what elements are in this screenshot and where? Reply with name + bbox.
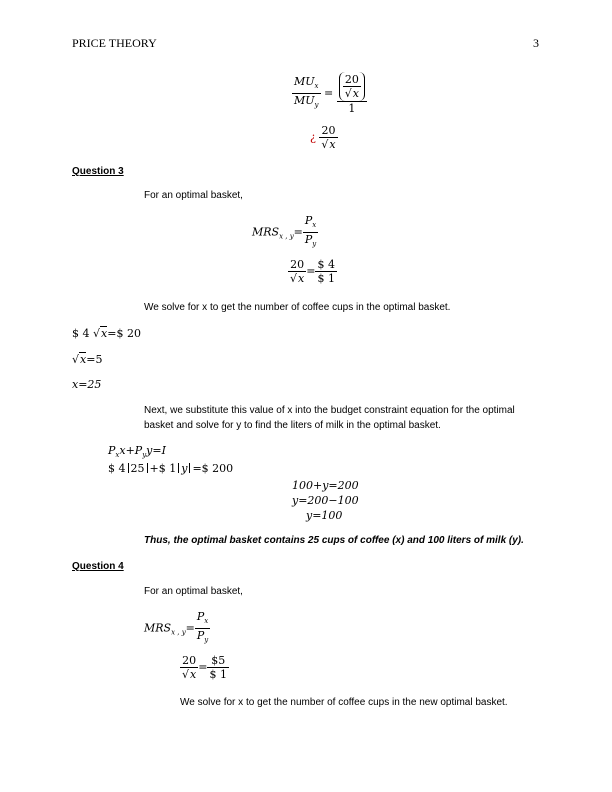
- q3-line-c: y=100: [306, 509, 343, 522]
- q3-mrs-equation: $MRS_{x , y}=$ $\frac{P_x}{P_y}$: [252, 214, 318, 251]
- running-header: PRICE THEORY: [72, 36, 157, 50]
- parenthesized-fraction: $\frac{\frac{20}{√x}}{1}$: [337, 72, 367, 115]
- question-4-heading: Question 4: [72, 561, 124, 572]
- q3-conclusion: Thus, the optimal basket contains 25 cups of coffee (x) and 100 liters of milk (y).: [144, 535, 524, 546]
- q4-intro: For an optimal basket,: [144, 586, 243, 597]
- q3-step-2: √x=5: [72, 353, 103, 366]
- q3-budget-substituted: $ 4 25 +$ 1 y =$ 200: [108, 462, 234, 475]
- q3-substitute-text-1: Next, we substitute this value of x into the budget constraint equation for the optimal: [144, 405, 515, 416]
- mu-ratio-equation: $\frac{MU_x}{MU_y}$ = $\frac{\frac{20}{√x}}{1}$: [292, 72, 367, 115]
- mu-fraction: $\frac{MU_x}{MU_y}$: [292, 75, 321, 112]
- q3-intro: For an optimal basket,: [144, 190, 243, 201]
- page-number: 3: [533, 36, 539, 50]
- q3-price-ratio-equation: $\frac{20}{√x}$ = $\frac{\$ 4}{\$ 1}$: [290, 258, 335, 285]
- q3-budget-equation: $P_xx+P_yy=I$: [108, 444, 166, 459]
- q3-solve-text: We solve for x to get the number of coffee cups in the optimal basket.: [144, 302, 451, 313]
- q4-solve-text: We solve for x to get the number of coffee cups in the new optimal basket.: [180, 697, 508, 708]
- q3-line-a: 100+y=200: [292, 479, 359, 492]
- q4-price-ratio-equation: $\frac{20}{√x}$ = $\frac{\$5}{\$ 1}$: [182, 654, 227, 681]
- q3-step-3: x=25: [72, 378, 102, 391]
- question-3-heading: Question 3: [72, 166, 124, 177]
- q3-line-b: y=200−100: [292, 494, 359, 507]
- q3-substitute-text-2: basket and solve for y to find the liters of milk in the optimal basket.: [144, 420, 441, 431]
- mu-result-equation: ¿ $\frac{20}{√x}$: [310, 124, 336, 151]
- q4-mrs-equation: $MRS_{x , y}=$ $\frac{P_x}{P_y}$: [144, 610, 210, 647]
- q3-step-1: $ 4 √x=$ 20: [72, 327, 141, 340]
